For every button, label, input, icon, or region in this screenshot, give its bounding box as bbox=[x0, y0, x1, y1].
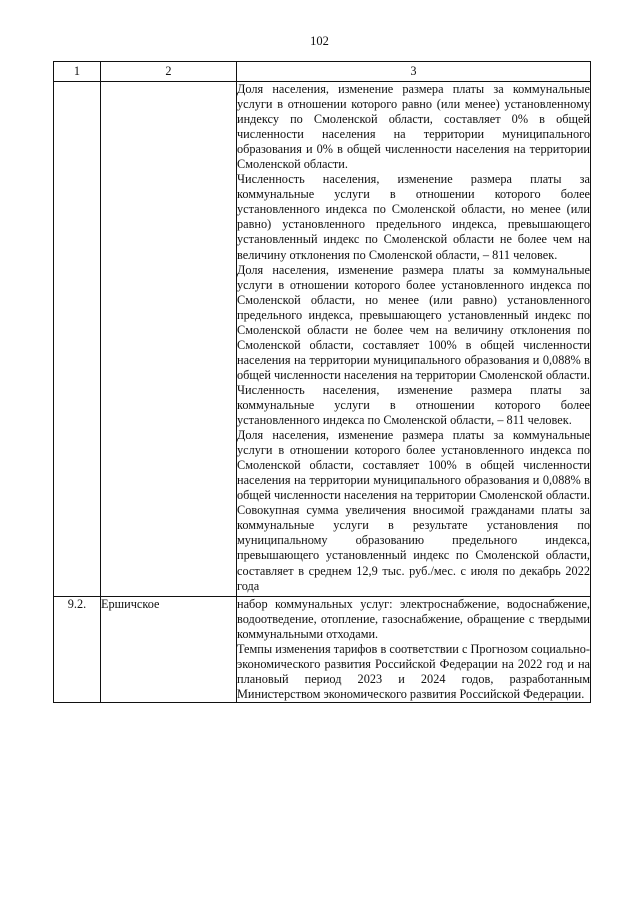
paragraph: Доля населения, изменение размера платы за коммунальные услуги в отношении которого более установленного индекса по Смоленской области, но менее (или равно) установленного предельного индекса, превышающего установленный индекс по Смоленской области не более чем на величину отклонения по Смоленской области, составляет 100% в общей численности населения на территории муниципального образования и 0,088% в общей численности населения на территории Смоленской области. bbox=[237, 262, 591, 382]
table-header-row bbox=[54, 62, 591, 82]
table-row bbox=[54, 596, 591, 702]
paragraph: набор коммунальных услуг: электроснабжение, водоснабжение, водоотведение, отопление, газоснабжение, обращение с твердыми коммунальными отходами. bbox=[237, 596, 590, 641]
municipality-name bbox=[101, 82, 237, 597]
column-header-3: 3 bbox=[237, 62, 591, 82]
row-number bbox=[54, 82, 101, 597]
row-number: 9.2. bbox=[54, 596, 101, 702]
column-header-1: 1 bbox=[54, 62, 101, 82]
paragraph: Численность населения, изменение размера платы за коммунальные услуги в отношении которого более установленного индекса по Смоленской области, – 811 человек. bbox=[237, 382, 590, 428]
row-description bbox=[237, 596, 591, 702]
paragraph: Доля населения, изменение размера платы за коммунальные услуги в отношении которого равно (или менее) установленному индексу по Смоленской области, составляет 0% в общей численности населения на территории муниципального образования и 0% в общей численности населения на территории Смоленской области. bbox=[237, 82, 590, 172]
paragraph: Доля населения, изменение размера платы за коммунальные услуги в отношении которого более установленного индекса по Смоленской области, составляет 100% в общей численности населения на территории муниципального образования и 0,088% в общей численности населения на территории Смоленской области. bbox=[237, 428, 591, 503]
municipal-table bbox=[53, 61, 591, 703]
paragraph: Совокупная сумма увеличения вносимой гражданами платы за коммунальные услуги в результате установления по муниципальному образованию предельного индекса, превышающего установленный индекс по Смоленской области, составляет в среднем 12,9 тыс. руб./мес. с июля по декабрь 2022 года bbox=[237, 503, 590, 593]
paragraph: Численность населения, изменение размера платы за коммунальные услуги в отношении которого более установленного индекса по Смоленской области, но менее (или равно) установленного предельного индекса, превышающего установленный индекс по Смоленской области не более чем на величину отклонения по Смоленской области, – 811 человек. bbox=[237, 172, 590, 262]
column-header-2: 2 bbox=[101, 62, 237, 82]
municipality-name: Ершичское bbox=[101, 596, 237, 702]
page-number: 102 bbox=[310, 34, 329, 48]
paragraph: Темпы изменения тарифов в соответствии с Прогнозом социально-экономического развития Российской Федерации на 2022 год и на плановый период 2023 и 2024 годов, разработанным Министерством экономического развития Российской Федерации. bbox=[237, 641, 590, 701]
table-row bbox=[54, 82, 591, 597]
row-description bbox=[237, 82, 591, 597]
